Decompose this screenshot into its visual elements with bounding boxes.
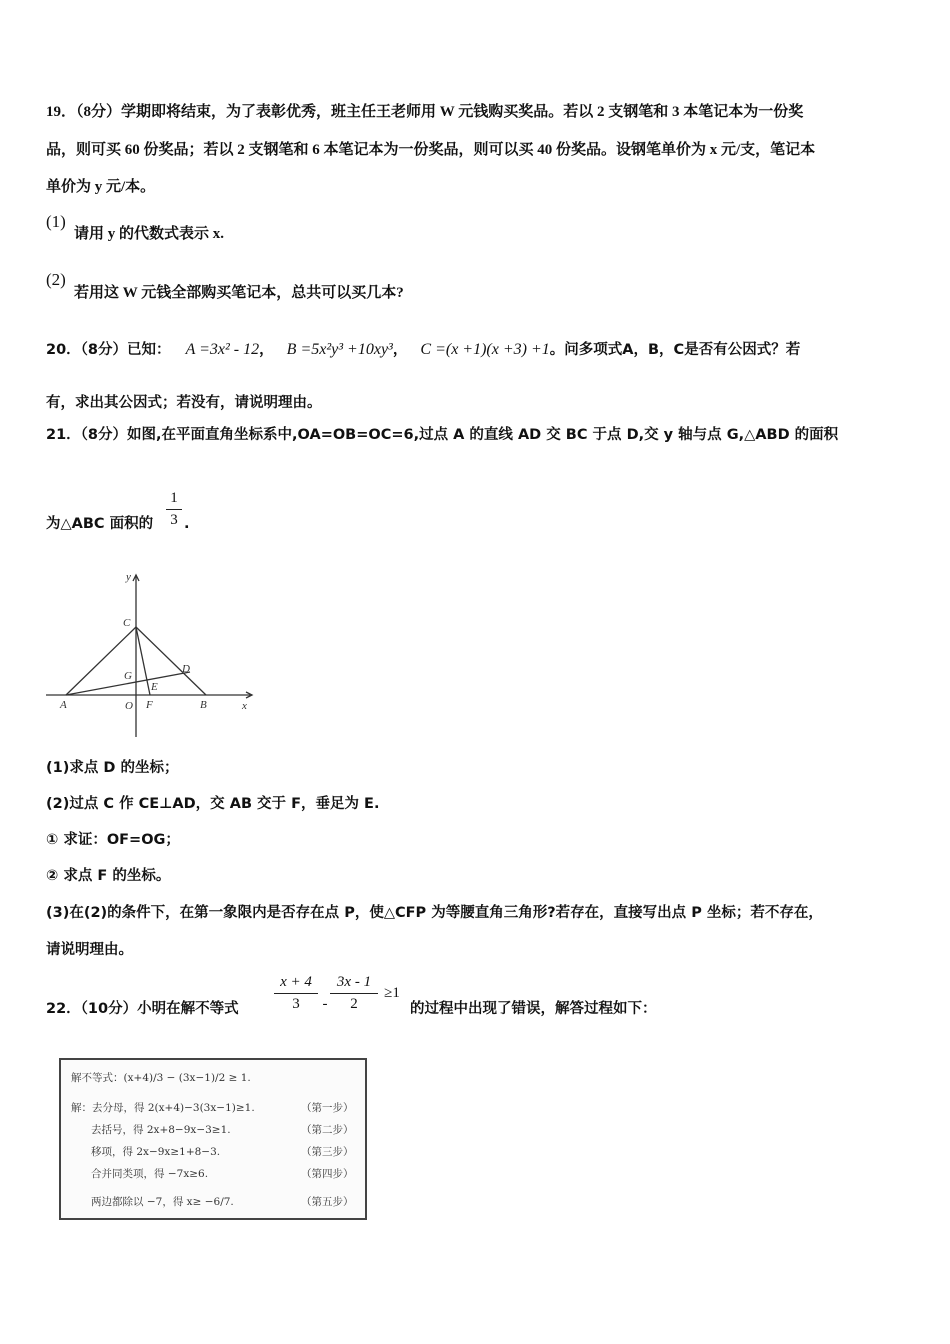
- scan-step-2: （第二步）: [301, 1124, 354, 1136]
- label-c: C: [123, 617, 131, 629]
- segment-cf: [136, 627, 150, 695]
- q21-sub2: (2)过点 C 作 CE⊥AD，交 AB 交于 F，垂足为 E.: [46, 796, 380, 812]
- q20-sep1: ，: [259, 342, 274, 358]
- q21-line2-prefix: 为△ABC 面积的: [46, 516, 154, 532]
- q20-suffix: 。问多项式A，B，C是否有公因式？若: [549, 342, 801, 358]
- label-e: E: [151, 681, 158, 693]
- q20-expr-b: B =5x²y³ +10xy³: [286, 341, 393, 358]
- q21-sub1: (1)求点 D 的坐标；: [46, 760, 179, 776]
- q21-sub3-line2: 请说明理由。: [46, 942, 133, 958]
- q19-part1-text: 请用 y 的代数式表示 x.: [74, 226, 225, 242]
- q19-part2-number: (2): [46, 270, 66, 289]
- q19-part1-number: (1): [46, 212, 66, 231]
- q21-line2: [46, 514, 153, 534]
- q21-fraction-numerator: 1: [170, 490, 178, 506]
- q22-fraction-2: [330, 974, 378, 1013]
- q22-fraction-1-denominator: 3: [292, 996, 300, 1012]
- scan-step-3: （第三步）: [301, 1146, 354, 1158]
- scan-title: 解不等式：(x+4)/3 − (3x−1)/2 ≥ 1.: [71, 1072, 251, 1084]
- q21-fraction-denominator: 3: [170, 512, 178, 528]
- scan-step-5: （第五步）: [301, 1196, 354, 1208]
- q20-expr-a: A =3x² - 12: [185, 341, 260, 358]
- q19-line1: 19．（8分）学期即将结束，为了表彰优秀，班主任王老师用 W 元钱购买奖品。若以 2 支钢笔和 3 本笔记本为一份奖: [46, 104, 804, 120]
- segment-ac: [66, 627, 136, 695]
- q22-prefix: 22．（10分）小明在解不等式: [46, 1001, 239, 1017]
- q22-fraction-1-numerator: x + 4: [280, 974, 312, 990]
- q20-line2: 有，求出其公因式；若没有，请说明理由。: [46, 395, 322, 411]
- label-y: y: [126, 571, 131, 583]
- q21-line1: 21．（8分）如图,在平面直角坐标系中,OA=OB=OC=6,过点 A 的直线 AD 交 BC 于点 D,交 y 轴与点 G,△ABD 的面积: [46, 427, 839, 443]
- segment-cb: [136, 627, 206, 695]
- q21-fraction: [166, 490, 182, 529]
- scan-row-4: 合并同类项，得 −7x≥6.: [91, 1168, 209, 1180]
- q22-fraction-1: [274, 974, 318, 1013]
- q21-line2-suffix: .: [184, 516, 190, 532]
- scan-step-4: （第四步）: [301, 1168, 354, 1180]
- q22-minus: -: [322, 996, 328, 1012]
- q22-solution-scan: [59, 1058, 367, 1220]
- q20-line1: [46, 340, 800, 360]
- label-o: O: [125, 700, 133, 712]
- scan-step-1: （第一步）: [301, 1102, 354, 1114]
- q22-suffix: 的过程中出现了错误，解答过程如下：: [410, 1001, 657, 1017]
- q21-sub3-line1: (3)在(2)的条件下，在第一象限内是否存在点 P，使△CFP 为等腰直角三角形?若存在，直接写出点 P 坐标；若不存在，: [46, 905, 823, 921]
- label-x: x: [242, 700, 247, 712]
- scan-row-1: 解：去分母，得 2(x+4)−3(3x−1)≥1.: [71, 1102, 255, 1114]
- q19-part2-text: 若用这 W 元钱全部购买笔记本，总共可以买几本?: [74, 285, 404, 301]
- label-g: G: [124, 670, 132, 682]
- q19-line2: 品，则可买 60 份奖品；若以 2 支钢笔和 6 本笔记本为一份奖品，则可以买 40 份奖品。设钢笔单价为 x 元/支，笔记本: [46, 142, 816, 158]
- q20-expr-c: C =(x +1)(x +3) +1: [420, 341, 550, 358]
- q22-fraction-2-denominator: 2: [350, 996, 358, 1012]
- label-d: D: [182, 663, 190, 675]
- q21-sub2a: ① 求证：OF=OG；: [46, 832, 180, 848]
- label-b: B: [200, 699, 207, 711]
- q21-sub2b: ② 求点 F 的坐标。: [46, 868, 171, 884]
- coordinate-figure: [40, 565, 270, 740]
- q20-prefix: 20．（8分）已知：: [46, 342, 171, 358]
- scan-row-5: 两边都除以 −7，得 x≥ −6/7.: [91, 1196, 234, 1208]
- label-f: F: [146, 699, 153, 711]
- scan-row-3: 移项，得 2x−9x≥1+8−3.: [91, 1146, 221, 1158]
- q22-ge-one: ≥1: [384, 985, 400, 1001]
- label-a: A: [60, 699, 67, 711]
- q19-line3: 单价为 y 元/本。: [46, 179, 156, 195]
- scan-row-2: 去括号，得 2x+8−9x−3≥1.: [91, 1124, 231, 1136]
- q20-sep2: ，: [392, 342, 408, 358]
- q22-fraction-2-numerator: 3x - 1: [336, 974, 372, 990]
